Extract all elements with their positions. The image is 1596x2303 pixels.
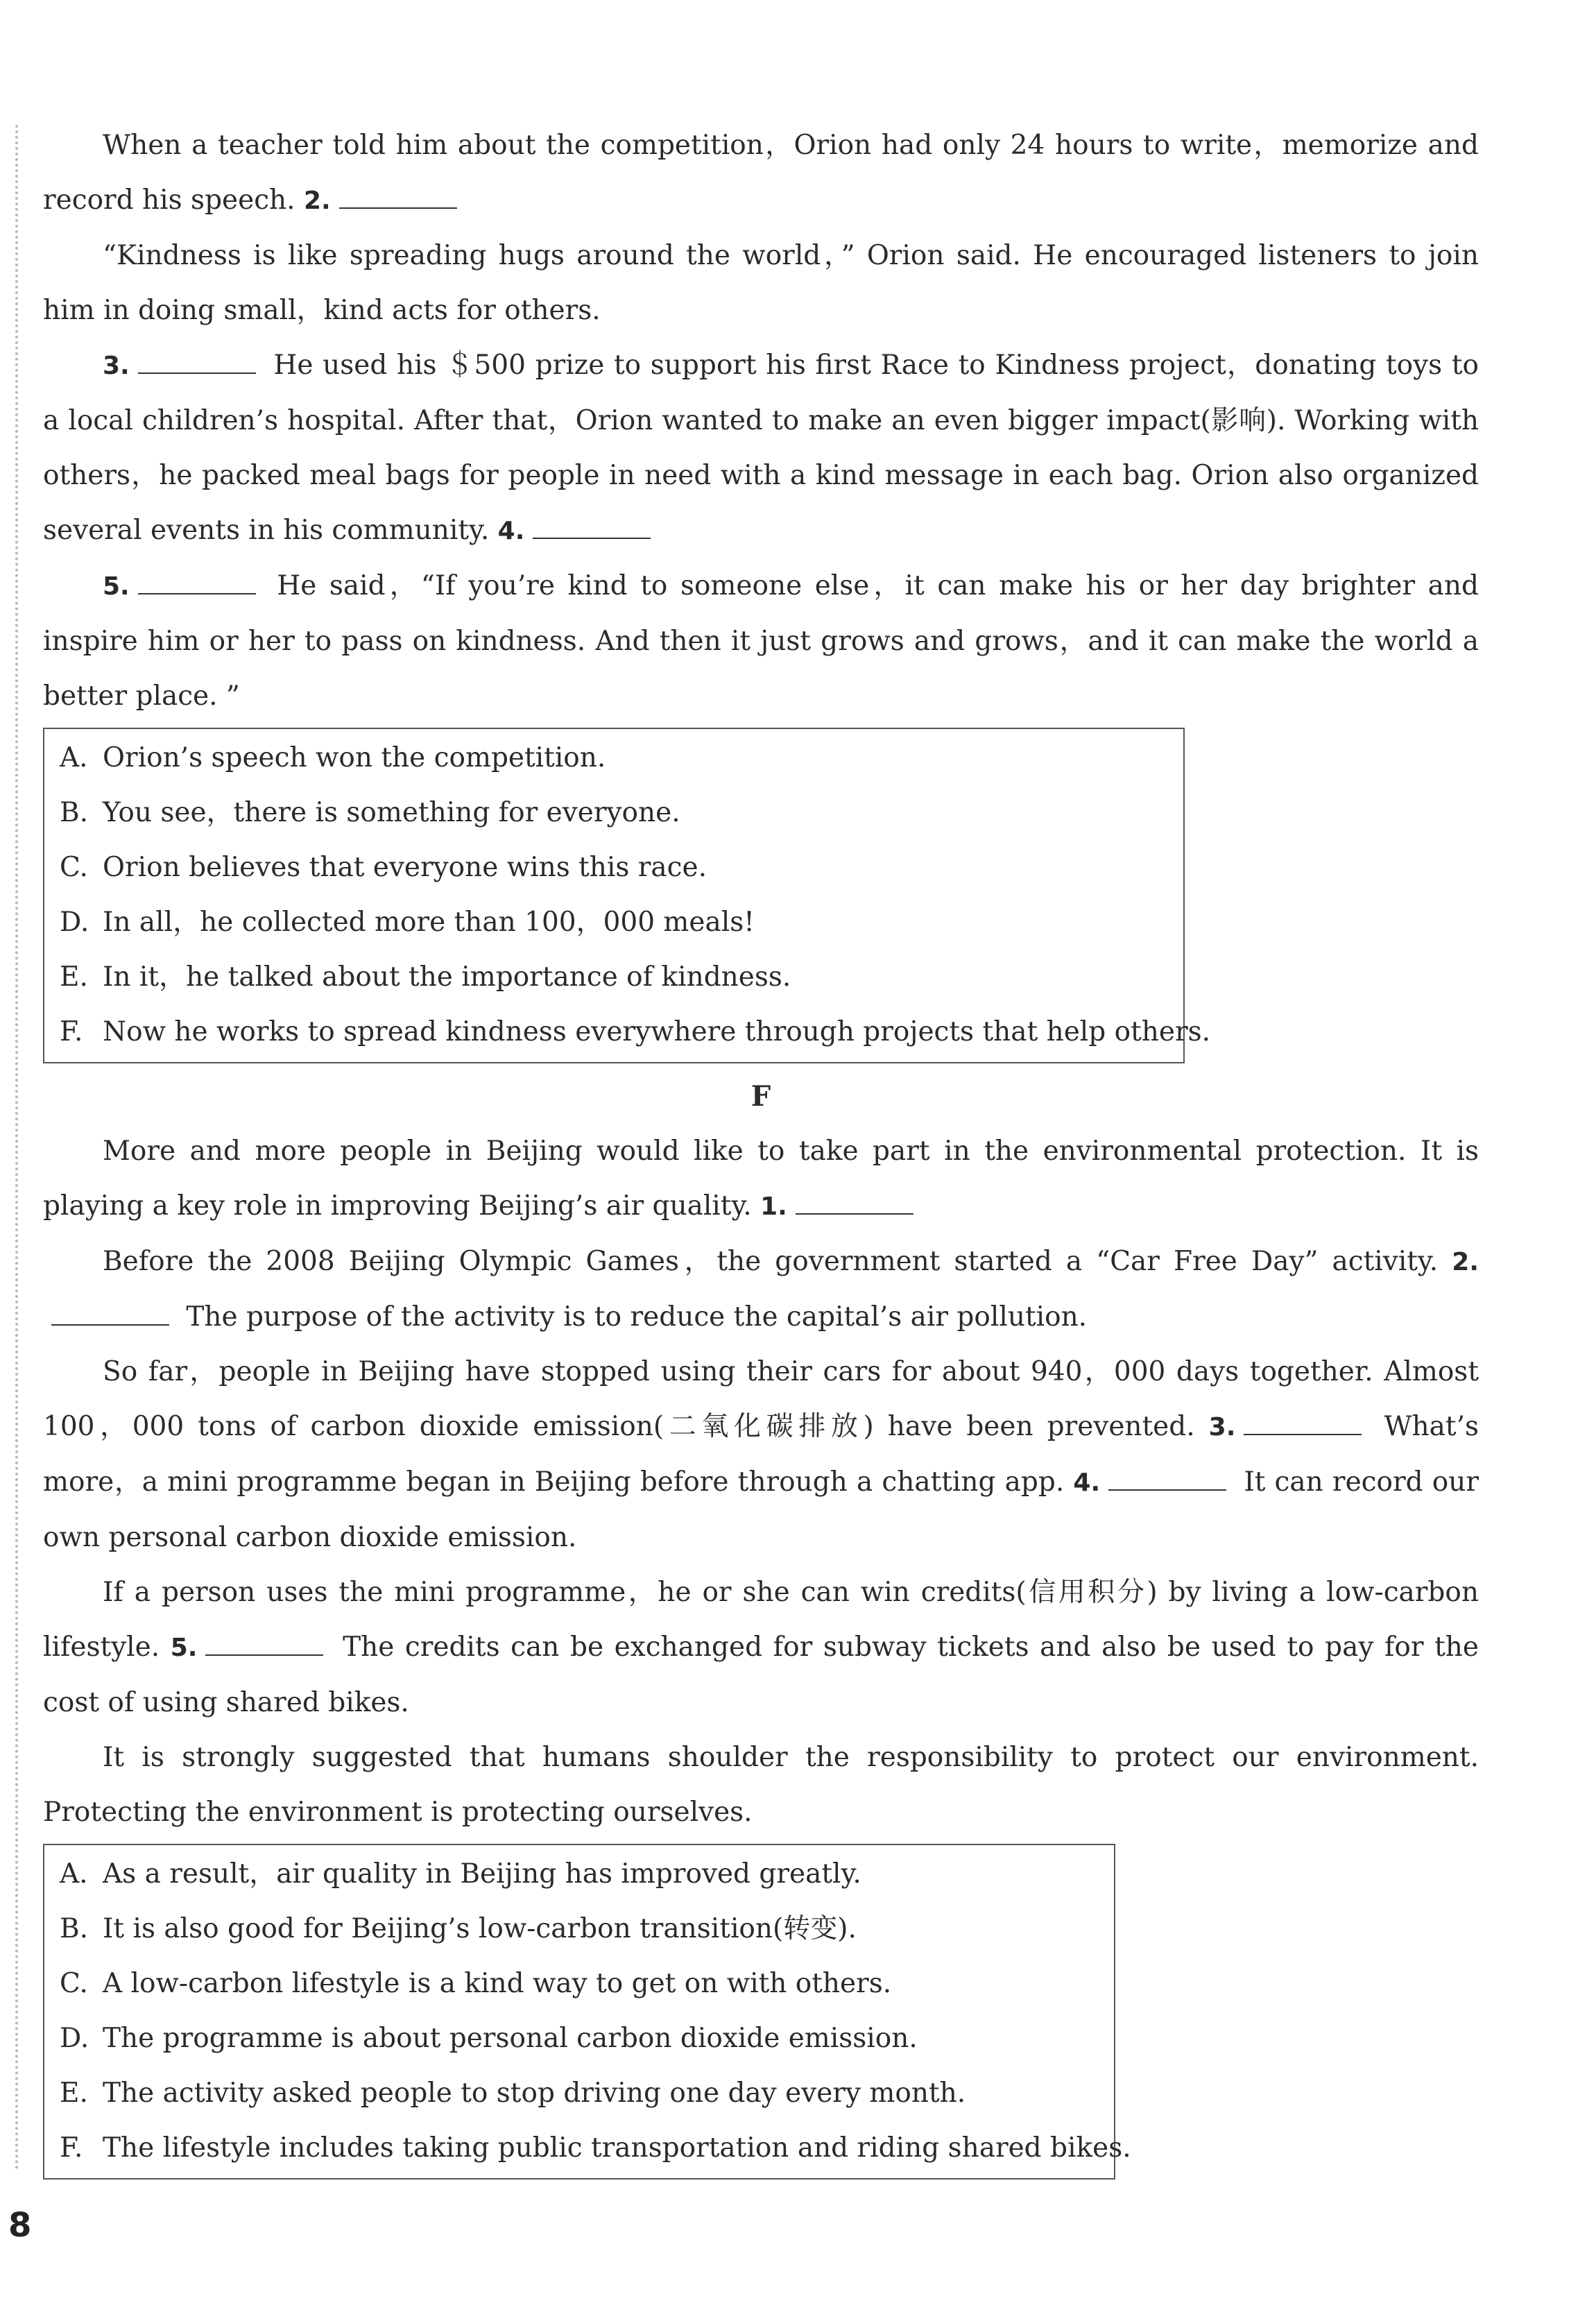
paragraph-text: So far，people in Beijing have stopped using their cars for about 940，000 days together. Almost 100，000 tons of carbon dioxide emission(二氧化碳排放) have been prevented. — [43, 1356, 1479, 1442]
paragraph-text: If a person uses the mini programme，he or she can win credits(信用积分) by living a low-carbon lifestyle. — [43, 1577, 1479, 1663]
answer-blank-e-5[interactable] — [138, 572, 256, 594]
question-number-3: 3. — [1208, 1413, 1236, 1441]
section-title-f: F — [750, 1080, 771, 1113]
paragraph-text: What’s more，a mini programme began in Beijing before through a chatting app. — [43, 1411, 1479, 1498]
option-a — [60, 730, 1169, 785]
option-letter: F. — [60, 2132, 83, 2164]
option-letter: A. — [60, 742, 88, 773]
paragraph-text: When a teacher told him about the competition，Orion had only 24 hours to write，memorize and record his speech. — [43, 130, 1479, 216]
option-text: The activity asked people to stop driving one day every month. — [103, 2078, 966, 2109]
option-letter: D. — [60, 907, 89, 938]
option-text: You see，there is something for everyone. — [103, 797, 680, 828]
paragraph-text: Before the 2008 Beijing Olympic Games，the government started a “Car Free Day” activity. — [103, 1246, 1452, 1277]
question-number-4: 4. — [1073, 1469, 1101, 1497]
answer-blank-f-2[interactable] — [51, 1303, 169, 1326]
paragraph-text: “Kindness is like spreading hugs around the world，” Orion said. He encouraged listeners to join him in doing small，kind acts for others. — [43, 240, 1479, 326]
question-number-1: 1. — [760, 1192, 787, 1221]
paragraph-text: He used his ＄500 prize to support his first Race to Kindness project，donating toys to a local children’s hospital. After that，Orion wanted to make an even bigger impact(影响). Working with others，he packed meal bags for people in need with a kind message in each bag. Orion also organized several events in his community. — [43, 350, 1479, 546]
options-box-e — [43, 728, 1211, 1063]
paragraph-e-1 — [43, 118, 1479, 228]
option-c — [60, 1956, 1100, 2011]
option-letter: A. — [60, 1858, 88, 1890]
option-text: Orion’s speech won the competition. — [103, 742, 606, 773]
option-c — [60, 840, 1169, 895]
answer-blank-f-5[interactable] — [205, 1634, 323, 1656]
binding-margin-dotted-line — [15, 125, 18, 2171]
answer-blank-e-3[interactable] — [138, 352, 256, 374]
paragraph-text: The credits can be exchanged for subway tickets and also be used to pay for the cost of using shared bikes. — [43, 1632, 1479, 1718]
answer-blank-f-4[interactable] — [1108, 1469, 1226, 1491]
option-text: In all，he collected more than 100，000 meals! — [103, 907, 755, 938]
option-text: The lifestyle includes taking public transportation and riding shared bikes. — [103, 2132, 1131, 2164]
paragraph-e-3 — [43, 338, 1479, 558]
option-d — [60, 895, 1169, 950]
paragraph-f-4 — [43, 1565, 1479, 1730]
option-f — [60, 2121, 1131, 2175]
paragraph-text: It is strongly suggested that humans shoulder the responsibility to protect our environment. Protecting the environment is protecting ourselves. — [43, 1742, 1479, 1828]
paragraph-text: More and more people in Beijing would like to take part in the environmental protection. It is playing a key role in improving Beijing’s air quality. — [43, 1136, 1479, 1222]
option-text: As a result，air quality in Beijing has improved greatly. — [103, 1858, 861, 1890]
option-letter: C. — [60, 852, 88, 883]
option-text: Orion believes that everyone wins this race. — [103, 852, 707, 883]
answer-blank-e-4[interactable] — [533, 517, 651, 539]
option-f — [60, 1004, 1211, 1059]
option-b — [60, 785, 1169, 840]
answer-blank-e-2[interactable] — [339, 187, 457, 209]
option-d — [60, 2011, 1100, 2066]
question-number-2: 2. — [303, 187, 331, 215]
page-number: 8 — [8, 2206, 32, 2245]
option-a — [60, 1847, 1100, 1901]
option-letter: B. — [60, 797, 89, 828]
option-text: In it，he talked about the importance of kindness. — [103, 961, 791, 993]
paragraph-text: The purpose of the activity is to reduce the capital’s air pollution. — [186, 1301, 1088, 1333]
options-box-f — [43, 1844, 1131, 2180]
option-e — [60, 2066, 1100, 2121]
worksheet-page — [43, 118, 1479, 2185]
question-number-4: 4. — [497, 517, 525, 545]
option-text: A low-carbon lifestyle is a kind way to get on with others. — [103, 1968, 892, 1999]
paragraph-f-5 — [43, 1730, 1479, 1840]
paragraph-f-2 — [43, 1234, 1479, 1344]
option-text: The programme is about personal carbon dioxide emission. — [103, 2023, 918, 2054]
option-letter: D. — [60, 2023, 89, 2054]
paragraph-e-4 — [43, 558, 1479, 724]
paragraph-text: He said，“If you’re kind to someone else，it can make his or her day brighter and inspire him or her to pass on kindness. And then it just grows and grows，and it can make the world a better place. ” — [43, 570, 1479, 712]
option-letter: E. — [60, 2078, 88, 2109]
paragraph-e-2 — [43, 228, 1479, 338]
option-letter: F. — [60, 1016, 83, 1047]
option-text: It is also good for Beijing’s low-carbon transition(转变). — [103, 1913, 857, 1944]
paragraph-f-1 — [43, 1124, 1479, 1234]
question-number-5: 5. — [170, 1634, 198, 1662]
option-letter: B. — [60, 1913, 89, 1944]
answer-blank-f-1[interactable] — [796, 1192, 913, 1215]
answer-blank-f-3[interactable] — [1244, 1413, 1362, 1435]
option-letter: E. — [60, 961, 88, 993]
question-number-2: 2. — [1452, 1248, 1479, 1276]
paragraph-f-3 — [43, 1344, 1479, 1565]
option-b — [60, 1901, 1100, 1956]
option-e — [60, 950, 1169, 1004]
option-text: Now he works to spread kindness everywhere through projects that help others. — [103, 1016, 1211, 1047]
question-number-5: 5. — [103, 572, 130, 601]
option-letter: C. — [60, 1968, 88, 1999]
question-number-3: 3. — [103, 352, 130, 380]
paragraph-text: It can record our own personal carbon dioxide emission. — [43, 1466, 1479, 1553]
